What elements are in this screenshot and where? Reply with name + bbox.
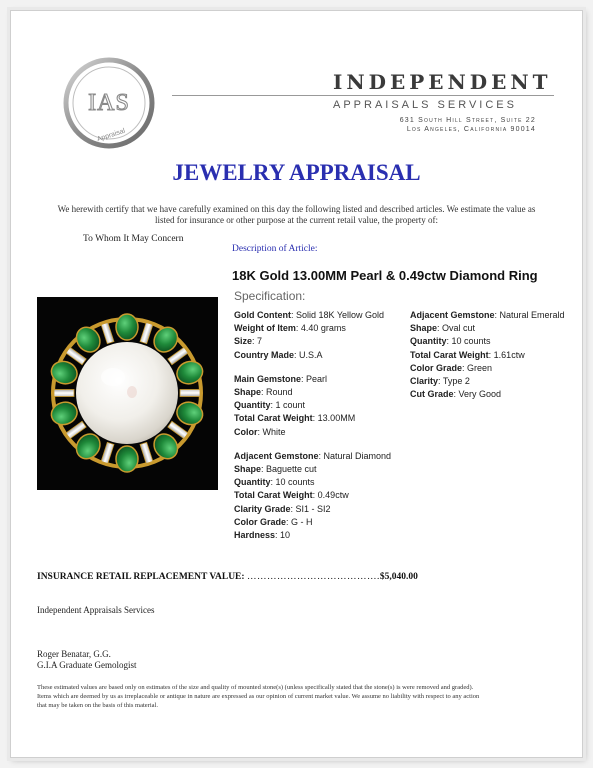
spec-key: Cut Grade	[410, 389, 454, 400]
spec-value: : Round	[261, 387, 293, 398]
insurance-amount: $5,040.00	[379, 572, 418, 582]
emerald-stone	[116, 314, 138, 340]
spec-value: : G - H	[286, 516, 313, 527]
spec-value: : 1 count	[270, 400, 306, 411]
left-spec-row	[234, 489, 391, 502]
spec-key: Weight of Item	[234, 323, 296, 334]
left-spec-row	[234, 463, 391, 476]
right-spec-row	[410, 388, 565, 401]
spec-key: Quantity	[410, 336, 447, 347]
right-spec-row	[410, 362, 565, 375]
logo-lettering: IAS	[88, 90, 130, 116]
left-spec-row	[234, 476, 391, 489]
spec-key: Color Grade	[234, 516, 287, 527]
baguette-diamond	[140, 442, 153, 463]
company-name: INDEPENDENT	[333, 70, 552, 94]
address-line-1: 631 South Hill Street, Suite 22	[399, 117, 536, 124]
left-spec-row	[234, 386, 391, 399]
spec-value: : 10 counts	[270, 477, 315, 488]
spec-value: : SI1 - SI2	[290, 503, 331, 514]
spec-key: Size	[234, 336, 253, 347]
spec-value: : Natural Diamond	[318, 450, 392, 461]
spec-key: Shape	[410, 323, 438, 334]
spec-value: : Oval cut	[437, 323, 476, 334]
left-spec-row	[234, 412, 391, 425]
spec-value: : 1.61ctw	[488, 349, 525, 360]
recipient: To Whom It May Concern	[83, 234, 184, 244]
spec-value: : 10 counts	[446, 336, 491, 347]
spec-key: Shape	[234, 464, 262, 475]
spec-gap	[234, 439, 391, 450]
right-spec-row	[410, 349, 565, 362]
spec-value: : White	[257, 426, 286, 437]
baguette-diamond	[180, 390, 200, 397]
baguette-diamond	[101, 322, 114, 343]
spec-value: : 0.49ctw	[312, 490, 349, 501]
spec-key: Hardness	[234, 530, 276, 541]
spec-key: Total Carat Weight	[234, 413, 313, 424]
left-spec-row	[234, 529, 391, 542]
specification-label: Specification:	[234, 289, 306, 303]
document-title: JEWELRY APPRAISAL	[172, 160, 421, 185]
left-spec-row	[234, 335, 391, 348]
spec-key: Shape	[234, 387, 262, 398]
spec-value: : Green	[462, 362, 493, 373]
spec-key: Quantity	[234, 477, 271, 488]
pearl	[76, 342, 178, 444]
description-label: Description of Article:	[232, 244, 318, 254]
article-title: 18K Gold 13.00MM Pearl & 0.49ctw Diamond Ring	[232, 268, 538, 283]
left-spec-row	[234, 426, 391, 439]
spec-gap	[234, 362, 391, 373]
left-spec-row	[234, 349, 391, 362]
baguette-diamond	[101, 442, 114, 463]
spec-key: Clarity Grade	[234, 503, 291, 514]
spec-value: : Type 2	[438, 376, 470, 387]
spec-value: : U.S.A	[294, 349, 323, 360]
spec-value: : 10	[275, 530, 291, 541]
footer-company: Independent Appraisals Services	[37, 605, 155, 615]
left-spec-row	[234, 399, 391, 412]
right-spec-row	[410, 309, 565, 322]
left-spec-row	[234, 516, 391, 529]
emerald-stone	[116, 446, 138, 472]
company-services: APPRAISALS SERVICES	[333, 99, 517, 111]
header-divider	[172, 95, 554, 96]
right-spec-row	[410, 375, 565, 388]
specs-right-column	[410, 309, 565, 401]
spec-key: Adjacent Gemstone	[234, 450, 319, 461]
spec-value: : Baguette cut	[261, 464, 317, 475]
spec-key: Total Carat Weight	[234, 490, 313, 501]
spec-value: : Very Good	[453, 389, 502, 400]
baguette-diamond	[140, 322, 153, 343]
left-spec-row	[234, 450, 391, 463]
right-spec-row	[410, 335, 565, 348]
signer-name: Roger Benatar, G.G.	[37, 649, 111, 659]
spec-key: Gold Content	[234, 310, 291, 320]
spec-value: : 13.00MM	[312, 413, 356, 424]
address-line-2: Los Angeles, California 90014	[406, 126, 536, 133]
spec-key: Color	[234, 426, 258, 437]
insurance-dots: ………………………………….	[246, 572, 380, 582]
spec-value: : 7	[252, 336, 263, 347]
spec-key: Color Grade	[410, 362, 463, 373]
spec-key: Country Made	[234, 349, 295, 360]
ias-logo	[63, 57, 155, 149]
logo-subtext: Appraisal	[96, 127, 127, 144]
spec-value: : Solid 18K Yellow Gold	[291, 310, 385, 320]
spec-key: Adjacent Gemstone	[410, 310, 495, 320]
spec-value: : 4.40 grams	[295, 323, 346, 334]
insurance-label: INSURANCE RETAIL REPLACEMENT VALUE:	[37, 572, 245, 582]
left-spec-row	[234, 503, 391, 516]
spec-key: Main Gemstone	[234, 373, 302, 384]
spec-value: : Pearl	[301, 373, 328, 384]
spec-value: : Natural Emerald	[494, 310, 565, 320]
insurance-value-line	[37, 572, 418, 582]
right-spec-row	[410, 322, 565, 335]
ring-photo	[37, 297, 218, 490]
spec-key: Quantity	[234, 400, 271, 411]
certification-text: We herewith certify that we have carefully examined on this day the following listed and described articles. We estimate the value as listed for insurance or other purpose at the current retail value, the property of:	[57, 204, 536, 225]
spec-key: Total Carat Weight	[410, 349, 489, 360]
specs-left-column	[234, 309, 391, 542]
disclaimer-text: These estimated values are based only on estimates of the size and quality of mounted stone(s) (unless specifically stated that the stone(s) is were removed and graded). Items which are deemed by us as irreplaceable or antique in nature are expressed as our opinion of current market value. We assume no liability with respect to any action that may be taken on the basis of this material.	[37, 684, 480, 709]
left-spec-row	[234, 373, 391, 386]
spec-key: Clarity	[410, 376, 439, 387]
left-spec-row	[234, 309, 391, 322]
signer-title: G.I.A Graduate Gemologist	[37, 660, 137, 670]
baguette-diamond	[54, 390, 74, 397]
left-spec-row	[234, 322, 391, 335]
